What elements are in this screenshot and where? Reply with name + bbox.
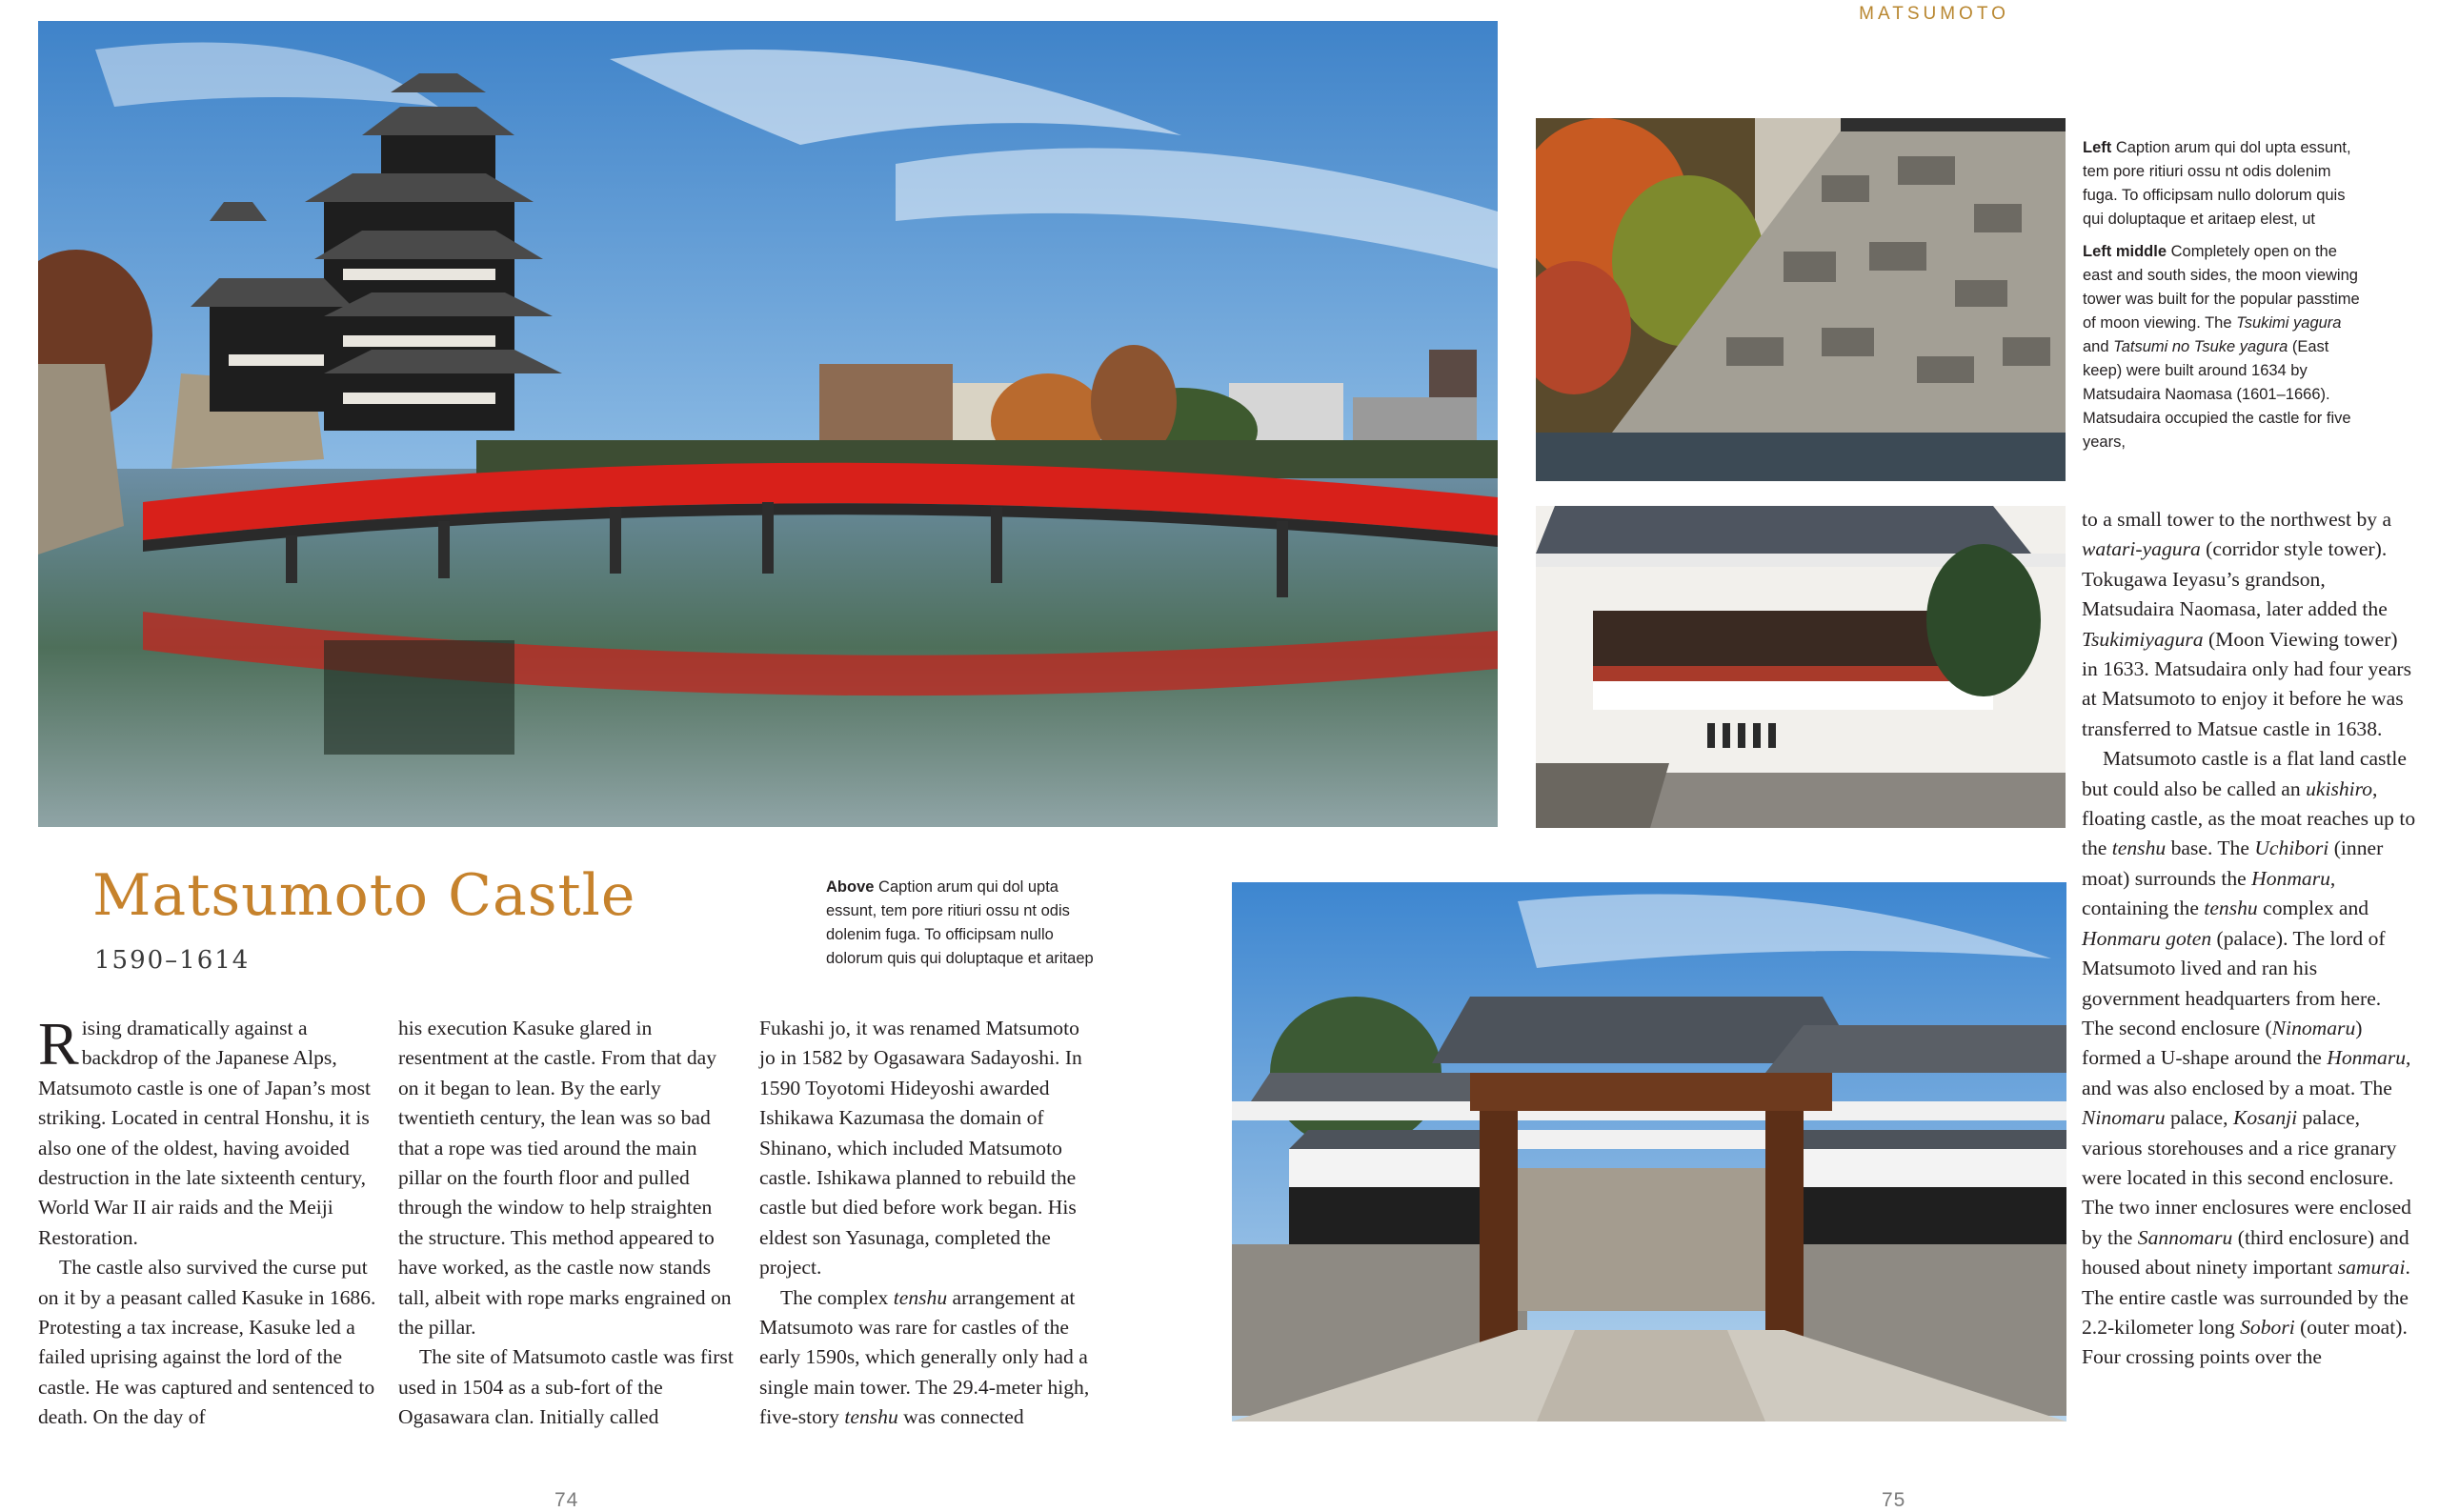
page-number-left: 74 bbox=[554, 1489, 579, 1511]
body-text: (palace). The lord of Matsumoto lived and ran his government headquarters from here. The second enclosure ( bbox=[2082, 926, 2386, 1039]
body-text: , and was also enclosed by a moat. The bbox=[2082, 1046, 2411, 1099]
body-emphasis: Ninomaru bbox=[2082, 1106, 2166, 1130]
body-text: palace, bbox=[2165, 1106, 2233, 1130]
body-paragraph bbox=[2082, 505, 2417, 744]
body-text: arrangement at Matsumoto was rare for castles of the early 1590s, which generally only had a single main tower. The 29.4-meter high, five-story bbox=[759, 1285, 1090, 1429]
body-text: (corridor style tower). Tokugawa Ieyasu’s grandson, Matsudaira Naomasa, later added the bbox=[2082, 537, 2388, 621]
caption-label: Above bbox=[826, 878, 875, 896]
body-paragraph: The site of Matsumoto castle was first used in 1504 as a sub-fort of the Ogasawara clan. Initially called bbox=[398, 1345, 734, 1429]
body-text: , containing the bbox=[2082, 866, 2336, 920]
caption-right-column bbox=[2083, 136, 2368, 463]
body-paragraph: The castle also survived the curse put on it by a peasant called Kasuke in 1686. Protesting a tax increase, Kasuke led a failed uprising against the lord of the castle. He was captured and sentenced to death. On the day of bbox=[38, 1256, 376, 1429]
date-range: 1590–1614 bbox=[94, 946, 251, 975]
caption-label: Left middle bbox=[2083, 243, 2167, 260]
caption-text: Caption arum qui dol upta essunt, tem pore ritiuri ossu nt odis dolenim fuga. To officipsam nullo dolorum quis qui doluptaque et aritaep bbox=[826, 878, 1094, 967]
body-paragraph bbox=[759, 1283, 1100, 1433]
body-emphasis: samurai bbox=[2337, 1256, 2406, 1280]
body-emphasis: watari-yagura bbox=[2082, 537, 2201, 561]
body-text: ising dramatically against a backdrop of the Japanese Alps, Matsumoto castle is one of Japan’s most striking. Located in central Honshu, it is also one of the oldest, having avoided destruction in the late sixteenth century, World War II air raids and the Meiji Restoration. bbox=[38, 1017, 372, 1249]
running-head: MATSUMOTO bbox=[1859, 4, 2009, 24]
body-text: ) formed a U-shape around the bbox=[2082, 1016, 2363, 1070]
caption-text: Caption arum qui dol upta essunt, tem pore ritiuri ossu nt odis dolenim fuga. To officipsam nullo dolorum quis qui doluptaque et aritaep elest, ut bbox=[2083, 139, 2351, 228]
page-number-right: 75 bbox=[1882, 1489, 1906, 1511]
body-emphasis: Kosanji bbox=[2232, 1106, 2298, 1130]
body-column-3 bbox=[759, 1014, 1100, 1433]
body-text: was connected bbox=[897, 1405, 1024, 1429]
stone-wall-photo bbox=[1536, 118, 2066, 481]
drop-cap: R bbox=[38, 1010, 79, 1078]
body-emphasis: Sannomaru bbox=[2137, 1225, 2233, 1249]
body-emphasis: Ninomaru bbox=[2271, 1016, 2356, 1039]
castle-gate-photo bbox=[1232, 882, 2066, 1421]
body-text: palace, various storehouses and a rice granary were located in this second enclosure. The two inner enclosures were enclosed by the bbox=[2082, 1106, 2411, 1249]
caption-left-middle bbox=[2083, 240, 2368, 454]
caption-left bbox=[2083, 136, 2368, 232]
body-paragraph: Fukashi jo, it was renamed Matsumoto jo in 1582 by Ogasawara Sadayoshi. In 1590 Toyotomi Hideyoshi awarded Ishikawa Kazumasa the domain of Shinano, which included Matsumoto castle. Ishikawa planned to rebuild the castle but died before work began. His eldest son Yasunaga, completed the project. bbox=[759, 1017, 1082, 1280]
caption-text: (East keep) were built around 1634 by Matsudaira Naomasa (1601–1666). Matsudaira occupied the castle for five years, bbox=[2083, 338, 2351, 451]
body-text: . The entire castle was surrounded by the 2.2-kilometer long bbox=[2082, 1256, 2410, 1339]
body-text: to a small tower to the northwest by a bbox=[2082, 508, 2392, 531]
body-emphasis: Honmaru bbox=[2251, 866, 2330, 890]
body-paragraph: his execution Kasuke glared in resentment at the castle. From that day on it began to lean. By the early twentieth century, the lean was so bad that a rope was tied around the main pillar on the fourth floor and pulled through the window to help straighten the structure. This method appeared to have worked, as the castle now stands tall, albeit with rope marks engrained on the pillar. bbox=[398, 1017, 732, 1340]
body-emphasis: Honmaru bbox=[2327, 1046, 2407, 1070]
body-emphasis: tenshu bbox=[2204, 897, 2258, 920]
body-paragraph bbox=[38, 1010, 376, 1253]
moon-viewing-tower-photo bbox=[1536, 506, 2066, 828]
body-emphasis: tenshu bbox=[893, 1285, 948, 1309]
body-text: The complex bbox=[780, 1285, 894, 1309]
body-text: Matsumoto castle is a flat land castle but could also be called an bbox=[2082, 747, 2408, 800]
body-column-2 bbox=[398, 1014, 739, 1433]
body-paragraph bbox=[2082, 744, 2417, 1373]
body-text: (Moon Viewing tower) in 1633. Matsudaira only had four years at Matsumoto to enjoy it before he was transferred to Matsue castle in 1638. bbox=[2082, 627, 2412, 740]
body-emphasis: tenshu bbox=[844, 1405, 898, 1429]
body-emphasis: Sobori bbox=[2240, 1315, 2295, 1339]
caption-emphasis: Tsukimi yagura bbox=[2236, 314, 2342, 332]
body-column-4 bbox=[2082, 505, 2417, 1373]
body-emphasis: Honmaru goten bbox=[2082, 926, 2212, 950]
body-emphasis: Uchibori bbox=[2254, 837, 2329, 860]
caption-emphasis: Tatsumi no Tsuke yagura bbox=[2113, 338, 2288, 355]
caption-above bbox=[826, 876, 1112, 971]
body-emphasis: Tsukimiyagura bbox=[2082, 627, 2204, 651]
body-emphasis: ukishiro bbox=[2306, 776, 2373, 800]
body-text: , floating castle, as the moat reaches up to the bbox=[2082, 776, 2416, 860]
caption-label: Left bbox=[2083, 139, 2112, 156]
caption-text: and bbox=[2083, 338, 2114, 355]
body-text: (third enclosure) and housed about ninety important bbox=[2082, 1225, 2409, 1280]
castle-bridge-photo bbox=[38, 21, 1498, 827]
caption-text: Completely open on the east and south sides, the moon viewing tower was built for the popular passtime of moon viewing. The bbox=[2083, 243, 2360, 332]
page-title: Matsumoto Castle bbox=[92, 862, 636, 929]
body-column-1 bbox=[38, 1010, 376, 1433]
body-emphasis: tenshu bbox=[2111, 837, 2167, 860]
body-text: (outer moat). Four crossing points over the bbox=[2082, 1315, 2408, 1369]
body-text: (inner moat) surrounds the bbox=[2082, 837, 2384, 890]
body-text: complex and bbox=[2257, 897, 2369, 920]
body-text: base. The bbox=[2166, 837, 2255, 860]
